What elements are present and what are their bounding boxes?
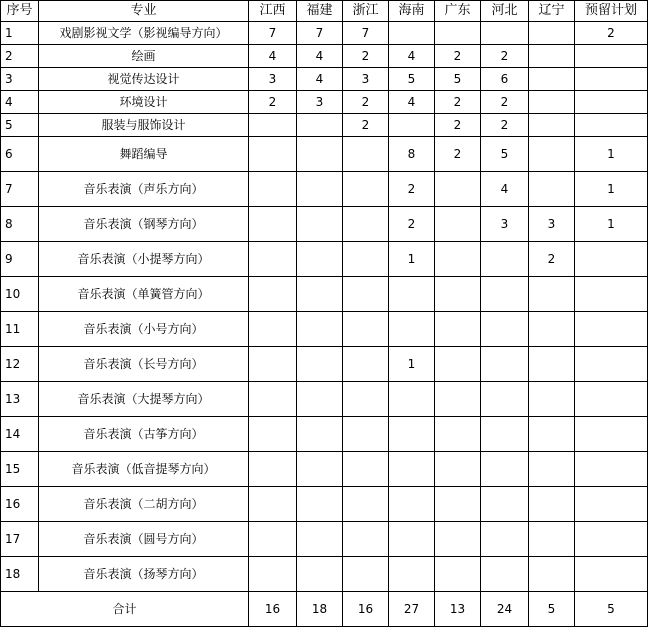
table-row bbox=[1, 242, 648, 277]
row-seq: 9 bbox=[1, 242, 39, 277]
row-value-cell bbox=[575, 487, 648, 522]
row-value-cell: 1 bbox=[389, 242, 435, 277]
table-row bbox=[1, 557, 648, 592]
row-value-cell bbox=[297, 312, 343, 347]
row-value-cell bbox=[343, 137, 389, 172]
row-value-cell bbox=[343, 522, 389, 557]
header-fujian: 福建 bbox=[297, 1, 343, 22]
row-value-cell bbox=[343, 382, 389, 417]
row-value-cell bbox=[481, 312, 529, 347]
row-value-cell bbox=[481, 487, 529, 522]
table-row bbox=[1, 137, 648, 172]
row-value-cell: 8 bbox=[389, 137, 435, 172]
row-value-cell bbox=[249, 137, 297, 172]
row-seq: 14 bbox=[1, 417, 39, 452]
row-value-cell: 7 bbox=[343, 22, 389, 45]
row-value-cell bbox=[435, 172, 481, 207]
row-value-cell bbox=[297, 277, 343, 312]
row-value-cell bbox=[575, 522, 648, 557]
row-major: 环境设计 bbox=[39, 91, 249, 114]
row-value-cell bbox=[249, 277, 297, 312]
row-value-cell bbox=[297, 137, 343, 172]
row-value-cell: 6 bbox=[481, 68, 529, 91]
row-value-cell bbox=[529, 172, 575, 207]
row-value-cell: 2 bbox=[343, 114, 389, 137]
row-value-cell bbox=[529, 522, 575, 557]
row-value-cell: 1 bbox=[575, 172, 648, 207]
table-row bbox=[1, 417, 648, 452]
row-value-cell bbox=[297, 242, 343, 277]
row-value-cell bbox=[249, 347, 297, 382]
row-seq: 12 bbox=[1, 347, 39, 382]
row-value-cell: 2 bbox=[481, 91, 529, 114]
row-value-cell bbox=[389, 557, 435, 592]
row-major: 视觉传达设计 bbox=[39, 68, 249, 91]
table-row bbox=[1, 522, 648, 557]
row-value-cell: 7 bbox=[249, 22, 297, 45]
row-value-cell: 2 bbox=[343, 91, 389, 114]
row-value-cell: 2 bbox=[389, 172, 435, 207]
table-row bbox=[1, 312, 648, 347]
row-value-cell bbox=[575, 242, 648, 277]
row-value-cell bbox=[389, 452, 435, 487]
row-seq: 8 bbox=[1, 207, 39, 242]
row-value-cell bbox=[529, 137, 575, 172]
row-value-cell bbox=[529, 487, 575, 522]
total-cell: 16 bbox=[249, 592, 297, 627]
header-hebei: 河北 bbox=[481, 1, 529, 22]
row-value-cell: 3 bbox=[249, 68, 297, 91]
row-seq: 13 bbox=[1, 382, 39, 417]
row-value-cell bbox=[297, 452, 343, 487]
table-row bbox=[1, 172, 648, 207]
header-seq: 序号 bbox=[1, 1, 39, 22]
row-value-cell: 5 bbox=[481, 137, 529, 172]
row-major: 服装与服饰设计 bbox=[39, 114, 249, 137]
row-value-cell: 1 bbox=[575, 137, 648, 172]
row-value-cell bbox=[529, 417, 575, 452]
row-value-cell bbox=[249, 487, 297, 522]
row-major: 音乐表演（二胡方向） bbox=[39, 487, 249, 522]
row-value-cell bbox=[529, 91, 575, 114]
row-value-cell bbox=[435, 382, 481, 417]
row-major: 音乐表演（低音提琴方向） bbox=[39, 452, 249, 487]
row-value-cell bbox=[529, 557, 575, 592]
row-value-cell bbox=[249, 172, 297, 207]
row-value-cell bbox=[249, 207, 297, 242]
row-value-cell: 5 bbox=[389, 68, 435, 91]
row-value-cell: 5 bbox=[435, 68, 481, 91]
row-value-cell bbox=[575, 382, 648, 417]
table-row bbox=[1, 68, 648, 91]
row-value-cell bbox=[389, 22, 435, 45]
row-value-cell: 1 bbox=[575, 207, 648, 242]
total-cell: 5 bbox=[575, 592, 648, 627]
row-value-cell bbox=[435, 522, 481, 557]
row-value-cell bbox=[481, 522, 529, 557]
table-row bbox=[1, 452, 648, 487]
row-value-cell: 2 bbox=[575, 22, 648, 45]
total-cell: 27 bbox=[389, 592, 435, 627]
row-value-cell bbox=[435, 242, 481, 277]
row-value-cell bbox=[529, 277, 575, 312]
table-row bbox=[1, 487, 648, 522]
row-seq: 17 bbox=[1, 522, 39, 557]
header-liaoning: 辽宁 bbox=[529, 1, 575, 22]
row-value-cell bbox=[297, 417, 343, 452]
row-value-cell bbox=[435, 557, 481, 592]
row-value-cell bbox=[343, 452, 389, 487]
header-reserved-plan: 预留计划 bbox=[575, 1, 648, 22]
table-row bbox=[1, 382, 648, 417]
row-value-cell bbox=[389, 522, 435, 557]
row-seq: 18 bbox=[1, 557, 39, 592]
row-value-cell bbox=[529, 312, 575, 347]
row-major: 舞蹈编导 bbox=[39, 137, 249, 172]
row-value-cell bbox=[343, 207, 389, 242]
row-value-cell: 2 bbox=[343, 45, 389, 68]
row-seq: 6 bbox=[1, 137, 39, 172]
row-value-cell: 4 bbox=[249, 45, 297, 68]
row-value-cell: 3 bbox=[297, 91, 343, 114]
row-value-cell bbox=[481, 557, 529, 592]
row-value-cell bbox=[249, 242, 297, 277]
row-value-cell bbox=[389, 382, 435, 417]
row-value-cell bbox=[575, 417, 648, 452]
row-seq: 16 bbox=[1, 487, 39, 522]
row-value-cell bbox=[435, 417, 481, 452]
row-value-cell: 4 bbox=[481, 172, 529, 207]
row-value-cell bbox=[297, 557, 343, 592]
row-value-cell bbox=[435, 312, 481, 347]
row-value-cell: 7 bbox=[297, 22, 343, 45]
row-value-cell bbox=[481, 242, 529, 277]
row-seq: 3 bbox=[1, 68, 39, 91]
row-value-cell bbox=[389, 277, 435, 312]
row-value-cell bbox=[343, 417, 389, 452]
row-value-cell bbox=[249, 114, 297, 137]
total-cell: 18 bbox=[297, 592, 343, 627]
row-value-cell bbox=[249, 452, 297, 487]
row-value-cell bbox=[435, 207, 481, 242]
row-value-cell bbox=[343, 277, 389, 312]
row-seq: 2 bbox=[1, 45, 39, 68]
row-value-cell bbox=[575, 312, 648, 347]
row-value-cell bbox=[575, 347, 648, 382]
row-value-cell bbox=[343, 557, 389, 592]
table-body bbox=[1, 22, 648, 592]
row-value-cell bbox=[297, 522, 343, 557]
row-value-cell: 2 bbox=[435, 137, 481, 172]
row-major: 戏剧影视文学（影视编导方向） bbox=[39, 22, 249, 45]
row-value-cell bbox=[481, 452, 529, 487]
row-value-cell bbox=[297, 172, 343, 207]
row-value-cell: 2 bbox=[249, 91, 297, 114]
row-value-cell bbox=[529, 22, 575, 45]
row-value-cell bbox=[249, 382, 297, 417]
table-row bbox=[1, 91, 648, 114]
header-zhejiang: 浙江 bbox=[343, 1, 389, 22]
row-value-cell bbox=[575, 114, 648, 137]
row-value-cell bbox=[297, 487, 343, 522]
row-major: 音乐表演（扬琴方向） bbox=[39, 557, 249, 592]
row-seq: 5 bbox=[1, 114, 39, 137]
row-value-cell bbox=[249, 417, 297, 452]
row-major: 音乐表演（声乐方向） bbox=[39, 172, 249, 207]
row-value-cell: 2 bbox=[435, 91, 481, 114]
row-value-cell bbox=[435, 277, 481, 312]
table-header-row bbox=[1, 1, 648, 22]
row-value-cell bbox=[575, 91, 648, 114]
row-value-cell bbox=[529, 68, 575, 91]
row-value-cell bbox=[249, 312, 297, 347]
row-seq: 1 bbox=[1, 22, 39, 45]
row-value-cell bbox=[297, 207, 343, 242]
row-seq: 10 bbox=[1, 277, 39, 312]
row-value-cell: 4 bbox=[297, 68, 343, 91]
row-value-cell bbox=[435, 22, 481, 45]
row-value-cell bbox=[529, 452, 575, 487]
row-value-cell: 4 bbox=[389, 91, 435, 114]
row-value-cell: 2 bbox=[435, 45, 481, 68]
row-value-cell: 2 bbox=[435, 114, 481, 137]
row-value-cell bbox=[249, 557, 297, 592]
header-guangdong: 广东 bbox=[435, 1, 481, 22]
row-major: 音乐表演（长号方向） bbox=[39, 347, 249, 382]
total-cell: 24 bbox=[481, 592, 529, 627]
table-row bbox=[1, 347, 648, 382]
header-major: 专业 bbox=[39, 1, 249, 22]
row-value-cell bbox=[343, 242, 389, 277]
row-major: 音乐表演（钢琴方向） bbox=[39, 207, 249, 242]
row-value-cell: 2 bbox=[389, 207, 435, 242]
row-value-cell bbox=[389, 312, 435, 347]
row-major: 音乐表演（单簧管方向） bbox=[39, 277, 249, 312]
row-value-cell bbox=[575, 68, 648, 91]
row-value-cell: 3 bbox=[481, 207, 529, 242]
row-value-cell: 2 bbox=[481, 114, 529, 137]
table-row bbox=[1, 22, 648, 45]
row-seq: 7 bbox=[1, 172, 39, 207]
header-hainan: 海南 bbox=[389, 1, 435, 22]
row-value-cell bbox=[297, 382, 343, 417]
table-row bbox=[1, 207, 648, 242]
row-value-cell bbox=[575, 452, 648, 487]
total-cell: 13 bbox=[435, 592, 481, 627]
row-value-cell bbox=[297, 114, 343, 137]
row-major: 音乐表演（小提琴方向） bbox=[39, 242, 249, 277]
table-row bbox=[1, 45, 648, 68]
row-value-cell bbox=[481, 382, 529, 417]
row-value-cell bbox=[343, 347, 389, 382]
row-value-cell: 3 bbox=[343, 68, 389, 91]
total-row bbox=[1, 592, 648, 627]
row-value-cell bbox=[481, 417, 529, 452]
row-major: 音乐表演（小号方向） bbox=[39, 312, 249, 347]
total-cell: 5 bbox=[529, 592, 575, 627]
row-value-cell bbox=[343, 487, 389, 522]
table-row bbox=[1, 277, 648, 312]
header-jiangxi: 江西 bbox=[249, 1, 297, 22]
row-value-cell bbox=[529, 45, 575, 68]
total-label: 合计 bbox=[1, 592, 249, 627]
row-value-cell bbox=[389, 114, 435, 137]
row-value-cell: 4 bbox=[297, 45, 343, 68]
row-value-cell bbox=[529, 114, 575, 137]
row-value-cell bbox=[529, 347, 575, 382]
row-value-cell: 2 bbox=[481, 45, 529, 68]
row-value-cell bbox=[529, 382, 575, 417]
row-value-cell bbox=[575, 45, 648, 68]
row-value-cell bbox=[481, 22, 529, 45]
row-value-cell bbox=[297, 347, 343, 382]
row-value-cell bbox=[389, 487, 435, 522]
row-seq: 4 bbox=[1, 91, 39, 114]
row-value-cell bbox=[389, 417, 435, 452]
row-value-cell: 2 bbox=[529, 242, 575, 277]
row-major: 音乐表演（古筝方向） bbox=[39, 417, 249, 452]
row-seq: 15 bbox=[1, 452, 39, 487]
row-value-cell bbox=[435, 487, 481, 522]
row-value-cell bbox=[481, 277, 529, 312]
row-value-cell: 4 bbox=[389, 45, 435, 68]
row-value-cell bbox=[575, 277, 648, 312]
row-major: 音乐表演（大提琴方向） bbox=[39, 382, 249, 417]
row-seq: 11 bbox=[1, 312, 39, 347]
row-value-cell bbox=[435, 452, 481, 487]
row-value-cell bbox=[481, 347, 529, 382]
row-value-cell bbox=[343, 172, 389, 207]
total-cell: 16 bbox=[343, 592, 389, 627]
row-value-cell bbox=[575, 557, 648, 592]
row-value-cell: 1 bbox=[389, 347, 435, 382]
row-value-cell bbox=[343, 312, 389, 347]
row-value-cell: 3 bbox=[529, 207, 575, 242]
row-value-cell bbox=[249, 522, 297, 557]
row-major: 绘画 bbox=[39, 45, 249, 68]
table-row bbox=[1, 114, 648, 137]
row-value-cell bbox=[435, 347, 481, 382]
row-major: 音乐表演（圆号方向） bbox=[39, 522, 249, 557]
